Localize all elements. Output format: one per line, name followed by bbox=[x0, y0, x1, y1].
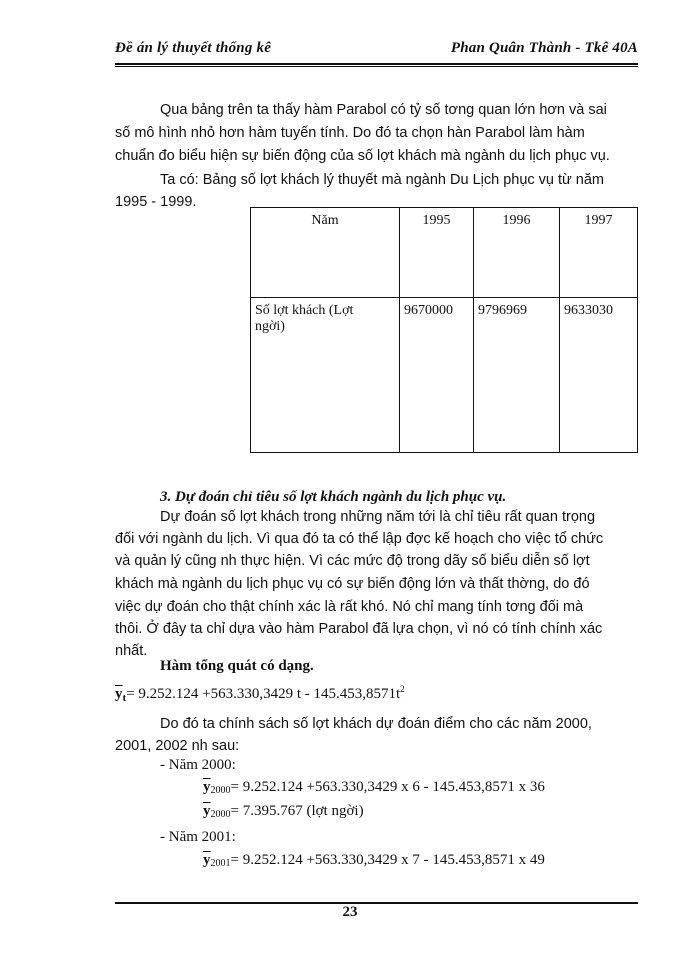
general-form-heading: Hàm tổng quát có dạng. bbox=[160, 658, 314, 674]
header-rule bbox=[115, 63, 638, 65]
row-label-line: ngời) bbox=[255, 319, 285, 334]
paragraph-line: và quản lý cũng nh thực hiện. Vì các mức độ trong dãy số biểu diễn số lợt bbox=[115, 553, 590, 569]
forecast-2000-formula bbox=[203, 779, 545, 796]
ybar-subscript: 2000 bbox=[210, 785, 231, 796]
ybar-subscript: 2001 bbox=[210, 858, 231, 869]
table-header-cell: 1997 bbox=[560, 208, 638, 298]
table-header-row bbox=[251, 208, 638, 298]
page-header bbox=[115, 40, 638, 64]
table-row bbox=[251, 298, 638, 453]
paragraph-line: số mô hình nhỏ hơn hàm tuyến tính. Do đó ta chọn hàn Parabol làm hàm bbox=[115, 125, 585, 141]
formula-exponent: 2 bbox=[400, 684, 405, 694]
formula-expression: = 9.252.124 +563.330,3429 x 6 - 145.453,8571 x 36 bbox=[230, 779, 545, 795]
table-row-label bbox=[251, 298, 400, 453]
table-cell: 9633030 bbox=[560, 298, 638, 453]
formula-result: = 7.395.767 (lợt ngời) bbox=[230, 803, 364, 819]
header-rule-thin bbox=[115, 66, 638, 67]
paragraph-line: việc dự đoán cho thật chính xác là rất khó. Nó chỉ mang tính tơng đối mà bbox=[115, 599, 584, 615]
year-label-2001: - Năm 2001: bbox=[160, 829, 236, 845]
paragraph-line: 1995 - 1999. bbox=[115, 194, 197, 210]
forecast-2000-result bbox=[203, 803, 364, 820]
general-formula bbox=[115, 684, 405, 704]
table-header-cell: 1996 bbox=[474, 208, 560, 298]
paragraph-line: thôi. Ở đây ta chỉ dựa vào hàm Parabol đã lựa chọn, vì nó có tính chính xác bbox=[115, 621, 603, 637]
paragraph-line: Ta có: Bảng số lợt khách lý thuyết mà ngành Du Lịch phục vụ từ năm bbox=[160, 172, 604, 188]
header-author: Phan Quân Thành - Tkê 40A bbox=[450, 40, 638, 56]
table-cell: 9670000 bbox=[400, 298, 474, 453]
ybar-symbol: $\overline{y}$ bbox=[115, 686, 123, 702]
table-cell: 9796969 bbox=[474, 298, 560, 453]
paragraph-line: chuẩn đo biểu hiện sự biến động của số lợt khách mà ngành du lịch phục vụ. bbox=[115, 148, 610, 164]
visitor-table bbox=[250, 207, 638, 453]
page-number: 23 bbox=[342, 904, 358, 920]
paragraph-line: nhất. bbox=[115, 643, 148, 659]
formula-expression: = 9.252.124 +563.330,3429 x 7 - 145.453,8571 x 49 bbox=[230, 852, 545, 868]
ybar-symbol: $\overline{y}$ bbox=[203, 852, 211, 868]
formula-expression: = 9.252.124 +563.330,3429 t - 145.453,8571t bbox=[126, 686, 401, 702]
ybar-subscript: t bbox=[122, 692, 127, 704]
section-heading: 3. Dự đoán chỉ tiêu số lợt khách ngành du lịch phục vụ. bbox=[160, 489, 507, 505]
forecast-2001-formula bbox=[203, 852, 545, 869]
paragraph-line: Do đó ta chính sách số lợt khách dự đoán điểm cho các năm 2000, bbox=[160, 716, 592, 732]
header-document-title: Đề án lý thuyết thống kê bbox=[115, 40, 272, 56]
ybar-symbol: $\overline{y}$ bbox=[203, 803, 211, 819]
paragraph-line: khách mà ngành du lịch phục vụ có sự biến động lớn và thất thờng, do đó bbox=[115, 576, 590, 592]
ybar-symbol: $\overline{y}$ bbox=[203, 779, 211, 795]
row-label-line: Số lợt khách (Lợt bbox=[255, 303, 354, 318]
year-label-2000: - Năm 2000: bbox=[160, 757, 236, 773]
table-header-cell: 1995 bbox=[400, 208, 474, 298]
table-header-cell: Năm bbox=[251, 208, 400, 298]
paragraph-line: Qua bảng trên ta thấy hàm Parabol có tỷ số tơng quan lớn hơn và sai bbox=[160, 102, 607, 118]
paragraph-line: 2001, 2002 nh sau: bbox=[115, 738, 240, 754]
paragraph-line: Dự đoán số lợt khách trong những năm tới là chỉ tiêu rất quan trọng bbox=[160, 509, 596, 525]
ybar-subscript: 2000 bbox=[210, 809, 231, 820]
paragraph-line: đối với ngành du lịch. Vì qua đó ta có thể lập đợc kế hoạch cho việc tổ chức bbox=[115, 531, 604, 547]
